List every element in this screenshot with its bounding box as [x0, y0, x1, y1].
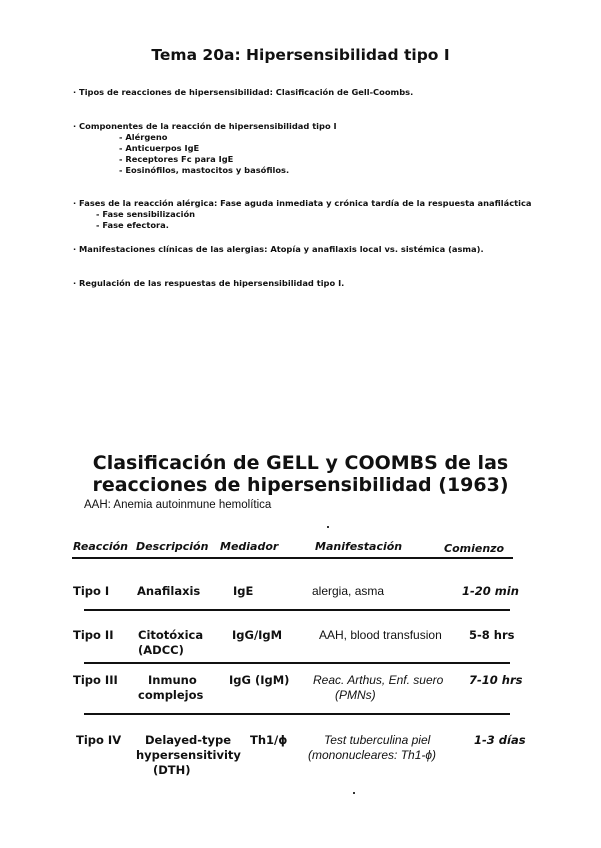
list-item: - Eosinófilos, mastocitos y basófilos.: [119, 165, 290, 175]
row4-onset: 1-3 días: [474, 733, 526, 747]
row4-manifestation-line1: Test tuberculina piel: [324, 733, 431, 747]
row-rule: [84, 662, 510, 664]
row2-mediator: IgG/IgM: [232, 628, 283, 642]
list-item: - Receptores Fc para IgE: [119, 154, 234, 164]
row1-mediator: IgE: [233, 584, 254, 598]
list-item: - Fase sensibilización: [96, 209, 196, 219]
row1-manifestation: alergia, asma: [312, 584, 385, 598]
row-rule: [84, 713, 510, 715]
row1-desc: Anafilaxis: [137, 584, 201, 598]
abbreviation-note: AAH: Anemia autoinmune hemolítica: [84, 499, 272, 511]
row4-type: Tipo IV: [76, 733, 122, 747]
row2-onset: 5-8 hrs: [469, 628, 515, 642]
section-heading-line1: Clasificación de GELL y COOMBS de las: [92, 452, 509, 474]
bullet-regulacion: · Regulación de las respuestas de hipersensibilidad tipo I.: [73, 278, 345, 288]
column-header-mediador: Mediador: [220, 540, 279, 553]
row3-desc-line1: Inmuno: [148, 673, 197, 687]
column-header-manifestacion: Manifestación: [315, 540, 403, 553]
stray-mark: [353, 792, 355, 794]
row1-type: Tipo I: [73, 584, 110, 598]
row3-onset: 7-10 hrs: [469, 673, 523, 687]
column-header-reaccion: Reacción: [73, 540, 129, 553]
row1-onset: 1-20 min: [462, 584, 519, 598]
column-header-comienzo: Comienzo: [444, 542, 505, 555]
stray-mark: [327, 526, 329, 528]
row3-mediator: IgG (IgM): [229, 673, 290, 687]
bullet-componentes: · Componentes de la reacción de hipersensibilidad tipo I: [73, 121, 337, 131]
header-rule: [72, 557, 513, 559]
bullet-fases: · Fases de la reacción alérgica: Fase aguda inmediata y crónica tardía de la respuesta anafiláctica: [73, 198, 532, 208]
row2-type: Tipo II: [73, 628, 114, 642]
row2-manifestation: AAH, blood transfusion: [319, 628, 442, 642]
bullet-manifestaciones: · Manifestaciones clínicas de las alergias: Atopía y anafilaxis local vs. sistémica (asma).: [73, 244, 484, 254]
row4-desc-line2: hypersensitivity: [136, 748, 241, 762]
row-rule: [84, 609, 510, 611]
row3-manifestation-line1: Reac. Arthus, Enf. suero: [313, 673, 444, 687]
row2-desc-line1: Citotóxica: [138, 628, 204, 642]
row3-manifestation-line2: (PMNs): [335, 688, 376, 702]
section-heading-line2: reacciones de hipersensibilidad (1963): [92, 474, 509, 496]
row3-desc-line2: complejos: [138, 688, 204, 702]
list-item: - Alérgeno: [119, 132, 168, 142]
bullet-gell-coombs: · Tipos de reacciones de hipersensibilidad: Clasificación de Gell-Coombs.: [73, 87, 414, 97]
row4-desc-line3: (DTH): [153, 763, 191, 777]
row3-type: Tipo III: [73, 673, 118, 687]
row2-desc-line2: (ADCC): [138, 643, 184, 657]
list-item: - Fase efectora.: [96, 220, 169, 230]
row4-manifestation-line2: (mononucleares: Th1-ϕ): [308, 748, 437, 762]
row4-mediator: Th1/ϕ: [250, 733, 288, 747]
page-title: Tema 20a: Hipersensibilidad tipo I: [151, 46, 450, 64]
list-item: - Anticuerpos IgE: [119, 143, 200, 153]
row4-desc-line1: Delayed-type: [145, 733, 232, 747]
column-header-descripcion: Descripción: [136, 540, 209, 553]
